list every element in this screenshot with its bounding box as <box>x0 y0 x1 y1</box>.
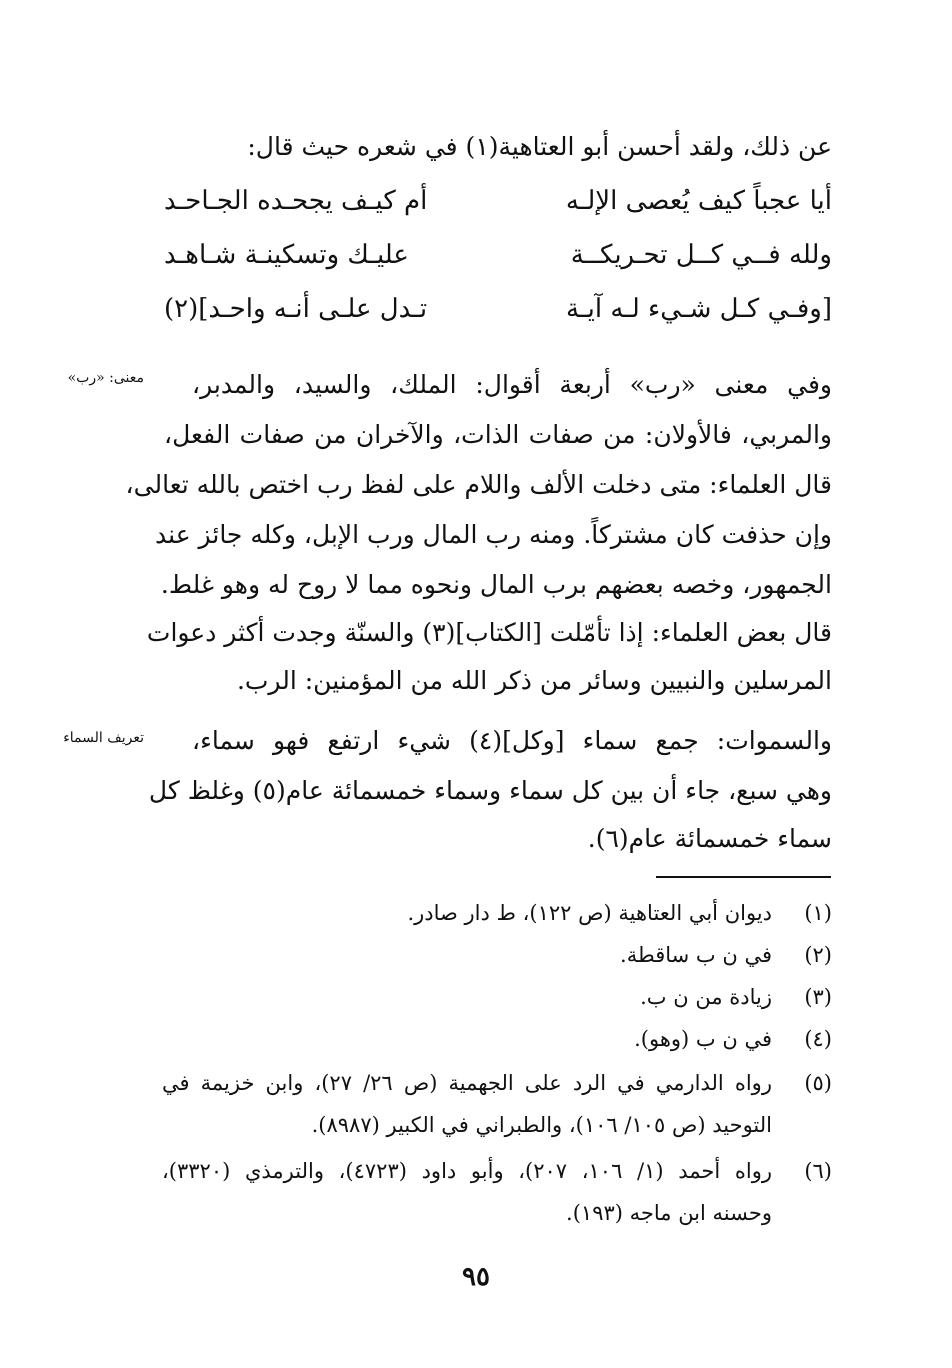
footnote-number: (٦) <box>804 1159 832 1183</box>
verse-first-hemistich: [وفـي كـل شـيء لـه آيـة <box>566 294 832 324</box>
poem-verse <box>164 240 832 292</box>
footnote-text: رواه الدارمي في الرد على الجهمية (ص ٢٦/ ٢٧)، وابن خزيمة في <box>162 1071 772 1095</box>
poem-verse <box>164 186 832 238</box>
margin-note-rabb: معنى: «رب» <box>67 370 144 386</box>
footnote <box>162 892 832 934</box>
footnote-number: (٤) <box>804 1027 832 1051</box>
paragraph-line: المرسلين والنبيين وسائر من ذكر الله من المؤمنين: الرب. <box>236 666 832 695</box>
footnote-text: ديوان أبي العتاهية (ص ١٢٢)، ط دار صادر. <box>407 901 772 925</box>
verse-first-hemistich: ولله فــي كــل تحـريكــة <box>570 240 832 270</box>
footnote-text: التوحيد (ص ١٠٥/ ١٠٦)، والطبراني في الكبير (٨٩٨٧). <box>311 1113 772 1137</box>
intro-line: عن ذلك، ولقد أحسن أبو العتاهية(١) في شعره حيث قال: <box>247 132 832 161</box>
footnote <box>162 1062 832 1146</box>
verse-second-hemistich: تـدل علـى أنـه واحـد](٢) <box>164 294 428 324</box>
paragraph-line: والسموات: جمع سماء [وكل](٤) شيء ارتفع فهو سماء، <box>192 726 832 755</box>
paragraph-line: وفي معنى «رب» أربعة أقوال: الملك، والسيد، والمدبر، <box>192 370 832 399</box>
verse-first-hemistich: أيا عجباً كيف يُعصى الإلـه <box>565 186 832 216</box>
page-number: ٩٥ <box>462 1262 490 1292</box>
footnote-number: (١) <box>804 901 832 925</box>
footnote-number: (٣) <box>804 985 832 1009</box>
footnote-text: في ن ب (وهو). <box>634 1027 772 1051</box>
verse-second-hemistich: عليـك وتسكينـة شـاهـد <box>164 240 409 270</box>
poem-verse <box>164 294 832 346</box>
paragraph-line: سماء خمسمائة عام(٦). <box>587 824 832 853</box>
footnote <box>162 976 832 1018</box>
paragraph-line: قال بعض العلماء: إذا تأمّلت [الكتاب](٣) والسنّة وجدت أكثر دعوات <box>146 618 832 647</box>
paragraph-line: وإن حذفت كان مشتركاً. ومنه رب المال ورب الإبل، وكله جائز عند <box>155 520 832 549</box>
paragraph-line: وهي سبع، جاء أن بين كل سماء وسماء خمسمائة عام(٥) وغلظ كل <box>148 776 832 805</box>
footnote-text: وحسنه ابن ماجه (١٩٣). <box>566 1201 772 1225</box>
footnote-number: (٢) <box>804 943 832 967</box>
paragraph-line: والمربي، فالأولان: من صفات الذات، والآخران من صفات الفعل، <box>164 420 832 449</box>
footnote <box>162 934 832 976</box>
footnote-text: في ن ب ساقطة. <box>620 943 772 967</box>
footnote <box>162 1150 832 1234</box>
margin-note-sama: تعريف السماء <box>63 730 144 746</box>
footnote-text: رواه أحمد (١/ ١٠٦، ٢٠٧)، وأبو داود (٤٧٢٣)، والترمذي (٣٣٢٠)، <box>162 1159 772 1183</box>
footnote <box>162 1018 832 1060</box>
paragraph-line: قال العلماء: متى دخلت الألف واللام على لفظ رب اختص بالله تعالى، <box>125 470 832 499</box>
verse-second-hemistich: أم كيـف يجحـده الجـاحـد <box>164 186 428 216</box>
footnote-number: (٥) <box>804 1071 832 1095</box>
footnote-text: زيادة من ن ب. <box>640 985 772 1009</box>
footnote-separator <box>656 876 831 878</box>
paragraph-line: الجمهور، وخصه بعضهم برب المال ونحوه مما لا روح له وهو غلط. <box>160 570 832 599</box>
